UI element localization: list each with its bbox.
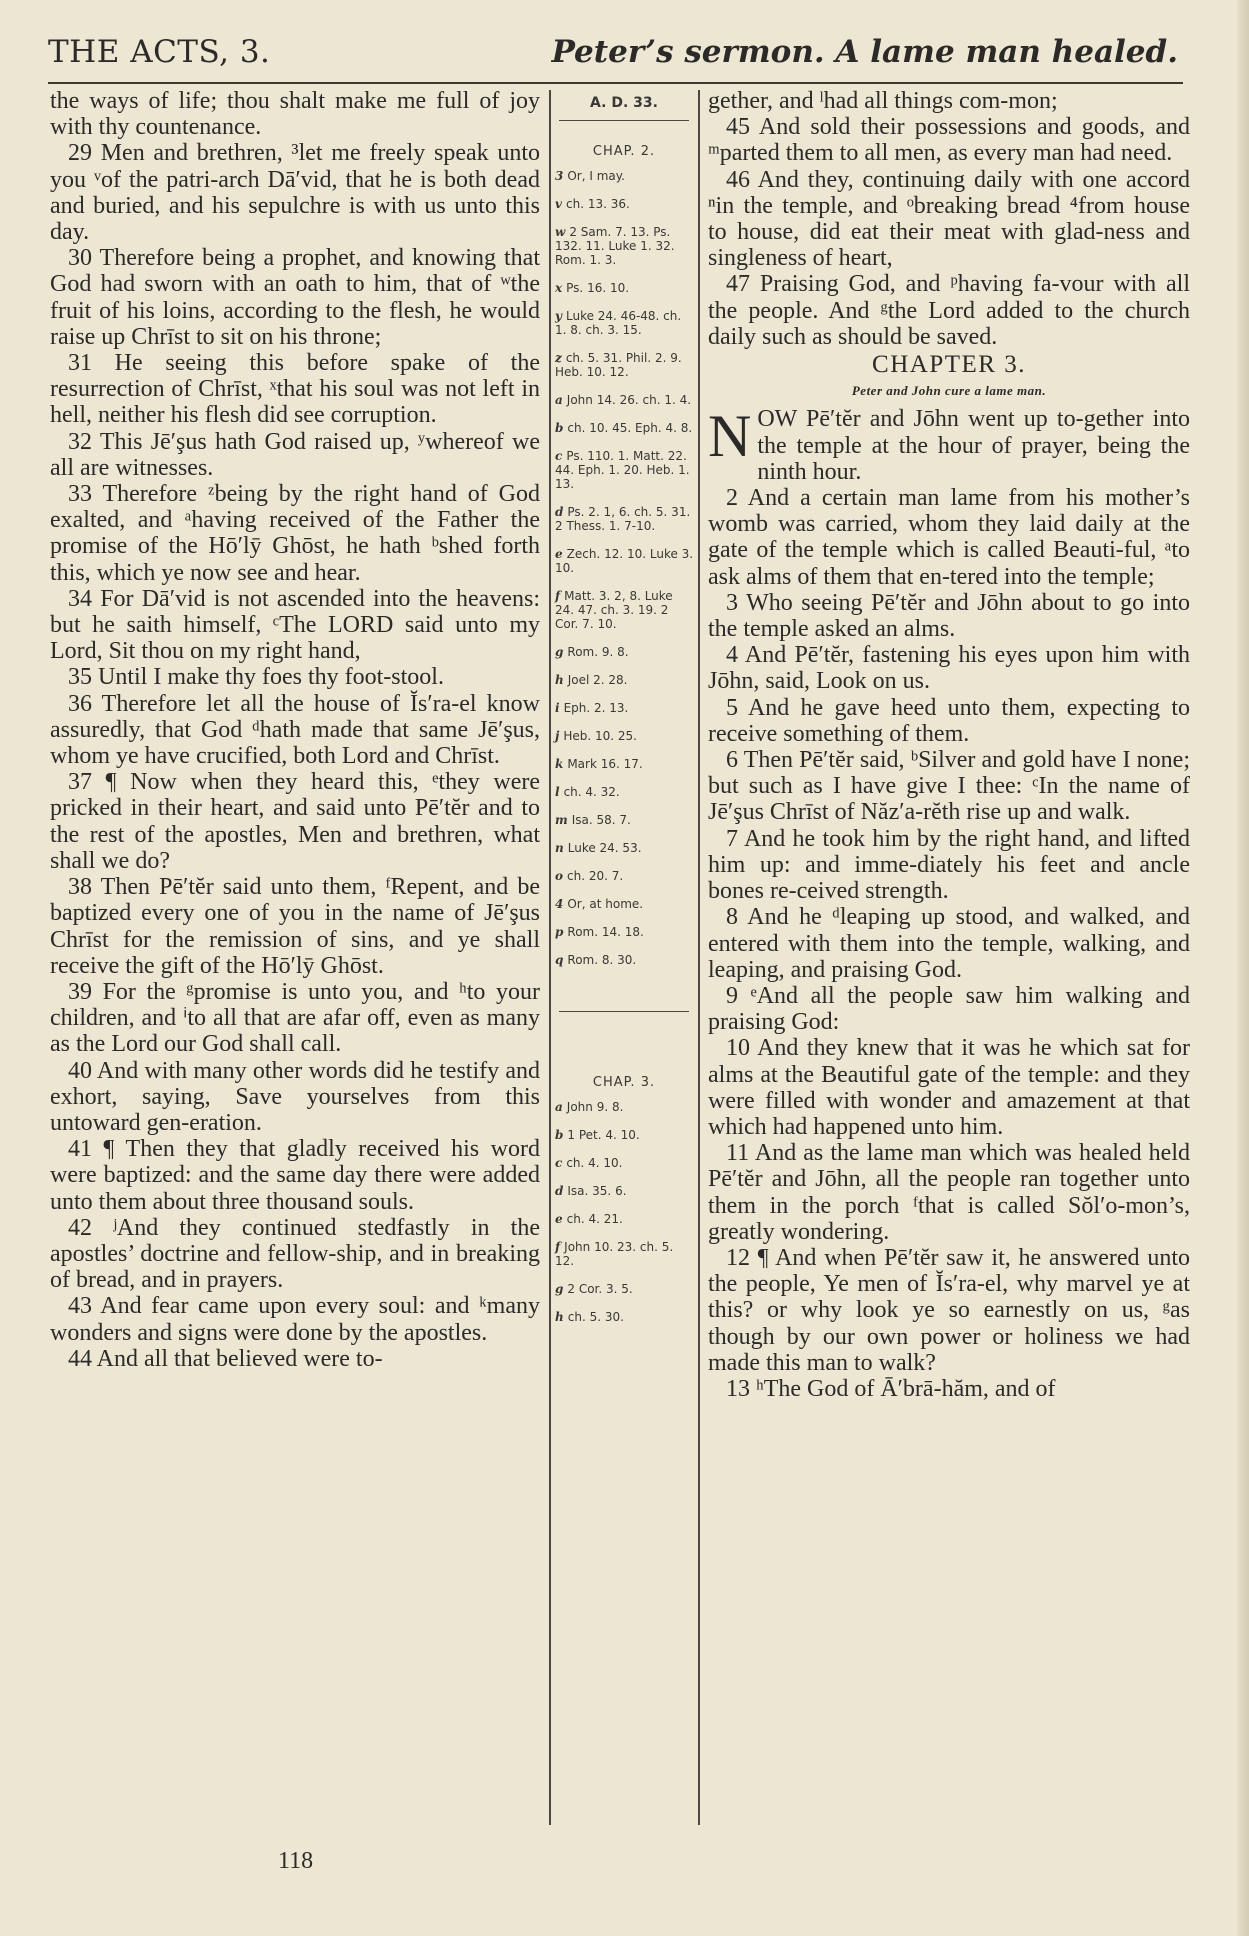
reference-text: ch. 4. 10. bbox=[566, 1156, 623, 1170]
reference-letter: h bbox=[555, 1310, 564, 1324]
cross-reference bbox=[553, 1156, 695, 1170]
verse: 44 And all that believed were to- bbox=[68, 1345, 383, 1372]
reference-letter: h bbox=[555, 673, 564, 687]
verse: 41 ¶ Then they that gladly received his word were baptized: and the same day there were added unto them about three thousand souls. bbox=[50, 1136, 540, 1215]
reference-letter: d bbox=[555, 1184, 564, 1198]
reference-letter: 3 bbox=[555, 169, 564, 183]
reference-letter: e bbox=[555, 547, 563, 561]
reference-letter: 4 bbox=[555, 897, 564, 911]
reference-text: ch. 20. 7. bbox=[567, 869, 624, 883]
cross-reference bbox=[553, 953, 695, 967]
reference-letter: m bbox=[555, 813, 568, 827]
verse: 12 ¶ And when Pē′tĕr saw it, he answered unto the people, Ye men of Ĭs′ra-el, why marvel ye at this? or why look ye so earnestly on us, ᵍas though by our own power or holiness we had made this man to walk? bbox=[708, 1244, 1190, 1376]
cross-reference bbox=[553, 925, 695, 939]
reference-letter: k bbox=[555, 757, 564, 771]
cross-reference bbox=[553, 505, 695, 533]
cross-reference bbox=[553, 1240, 695, 1268]
verse: 4 And Pē′tĕr, fastening his eyes upon him with Jōhn, said, Look on us. bbox=[708, 642, 1190, 695]
verse: 5 And he gave heed unto them, expecting to receive something of them. bbox=[708, 694, 1190, 747]
cross-reference bbox=[553, 589, 695, 631]
reference-text: Rom. 8. 30. bbox=[567, 953, 637, 967]
reference-letter: q bbox=[555, 953, 564, 967]
chapter-2-ending bbox=[708, 88, 1190, 350]
chapter-2-label: CHAP. 2. bbox=[592, 144, 656, 159]
reference-text: Isa. 58. 7. bbox=[571, 813, 631, 827]
reference-text: ch. 4. 32. bbox=[563, 785, 620, 799]
year-rule bbox=[559, 120, 689, 121]
verse: 37 ¶ Now when they heard this, ᵉthey were pricked in their heart, and said unto Pē′tĕr and to the rest of the apostles, Men and brethren, what shall we do? bbox=[50, 769, 540, 874]
reference-letter: a bbox=[555, 1100, 563, 1114]
chapter-3-verses bbox=[708, 485, 1190, 1402]
reference-text: ch. 13. 36. bbox=[565, 197, 630, 211]
cross-reference bbox=[553, 547, 695, 575]
reference-letter: b bbox=[555, 1128, 564, 1142]
running-header bbox=[48, 34, 1178, 80]
cross-reference bbox=[553, 351, 695, 379]
reference-text: John 9. 8. bbox=[566, 1100, 624, 1114]
cross-reference bbox=[553, 309, 695, 337]
cross-reference bbox=[553, 1128, 695, 1142]
left-text-column bbox=[50, 88, 540, 1372]
cross-reference bbox=[553, 449, 695, 491]
verse: 40 And with many other words did he testify and exhort, saying, Save yourselves from this untoward gen-eration. bbox=[50, 1057, 540, 1136]
reference-text: Matt. 3. 2, 8. Luke 24. 47. ch. 3. 19. 2 Cor. 7. 10. bbox=[555, 589, 673, 631]
verse: 33 Therefore ᶻbeing by the right hand of God exalted, and ᵃhaving received of the Father the promise of the Hō′lȳ Ghōst, he hath ᵇshed forth this, which ye now see and hear. bbox=[50, 481, 540, 586]
verse: 8 And he ᵈleaping up stood, and walked, and entered with them into the temple, walking, and leaping, and praising God. bbox=[708, 904, 1190, 983]
drop-cap: N bbox=[708, 403, 752, 470]
reference-text: ch. 5. 31. Phil. 2. 9. Heb. 10. 12. bbox=[555, 351, 682, 379]
verse: gether, and ˡhad all things com-mon; bbox=[708, 88, 1058, 114]
reference-letter: i bbox=[555, 701, 560, 715]
reference-text: Eph. 2. 13. bbox=[563, 701, 629, 715]
cross-reference bbox=[553, 645, 695, 659]
reference-text: Rom. 14. 18. bbox=[567, 925, 644, 939]
cross-reference bbox=[553, 897, 695, 911]
cross-reference bbox=[553, 1100, 695, 1114]
reference-letter: n bbox=[555, 841, 564, 855]
cross-reference bbox=[553, 1282, 695, 1296]
reference-text: Or, I may. bbox=[567, 169, 625, 183]
chapter-3-references bbox=[553, 1100, 695, 1338]
reference-text: ch. 4. 21. bbox=[566, 1212, 623, 1226]
column-divider-right bbox=[698, 90, 700, 1825]
reference-text: 1 Pet. 4. 10. bbox=[567, 1128, 640, 1142]
year-label: A. D. 33. bbox=[590, 95, 658, 111]
verse: 11 And as the lame man which was healed held Pē′tĕr and Jōhn, all the people ran together unto them in the porch ᶠthat is called Sŏl′o-mon’s, greatly wondering. bbox=[708, 1140, 1190, 1245]
cross-reference bbox=[553, 729, 695, 743]
reference-text: 2 Sam. 7. 13. Ps. 132. 11. Luke 1. 32. Rom. 1. 3. bbox=[555, 225, 675, 267]
verse: 30 Therefore being a prophet, and knowing that God had sworn with an oath to him, that of ʷthe fruit of his loins, according to the flesh, he would raise up Chrīst to sit on his throne; bbox=[50, 245, 540, 350]
reference-text: Joel 2. 28. bbox=[567, 673, 628, 687]
verse: 3 Who seeing Pē′tĕr and Jōhn about to go into the temple asked an alms. bbox=[708, 589, 1190, 643]
reference-text: Heb. 10. 25. bbox=[563, 729, 637, 743]
cross-reference bbox=[553, 197, 695, 211]
reference-letter: p bbox=[555, 925, 564, 939]
reference-letter: y bbox=[555, 309, 562, 323]
reference-letter: b bbox=[555, 421, 564, 435]
cross-reference bbox=[553, 673, 695, 687]
chapter-summary: Peter and John cure a lame man. bbox=[851, 383, 1047, 399]
book-title: THE ACTS, 3. bbox=[48, 34, 271, 70]
verse: 6 Then Pē′tĕr said, ᵇSilver and gold have I none; but such as I have give I thee: ᶜIn the name of Jē′şus Chrīst of Năz′a-rĕth rise up and walk. bbox=[708, 747, 1190, 826]
reference-letter: d bbox=[555, 505, 564, 519]
cross-reference bbox=[553, 421, 695, 435]
reference-letter: w bbox=[555, 225, 566, 239]
reference-text: ch. 5. 30. bbox=[567, 1310, 624, 1324]
verse: 35 Until I make thy foes thy foot-stool. bbox=[68, 664, 444, 691]
verse: 7 And he took him by the right hand, and lifted him up: and imme-diately his feet and ancle bones re-ceived strength. bbox=[708, 825, 1190, 905]
verse: 46 And they, continuing daily with one accord ⁿin the temple, and ᵒbreaking bread ⁴from house to house, did eat their meat with glad-ness and singleness of heart, bbox=[708, 166, 1190, 272]
ref-section-rule bbox=[559, 1011, 689, 1012]
reference-letter: f bbox=[555, 589, 561, 603]
reference-text: Rom. 9. 8. bbox=[567, 645, 629, 659]
page-edge bbox=[1237, 0, 1249, 1936]
cross-reference bbox=[553, 225, 695, 267]
reference-letter: c bbox=[555, 449, 563, 463]
reference-letter: f bbox=[555, 1240, 561, 1254]
verse: 45 And sold their possessions and goods, and ᵐparted them to all men, as every man had need. bbox=[708, 114, 1190, 167]
cross-reference bbox=[553, 701, 695, 715]
cross-reference bbox=[553, 393, 695, 407]
verse: 31 He seeing this before spake of the resurrection of Chrīst, ˣthat his soul was not left in hell, neither his flesh did see corruption. bbox=[50, 350, 540, 429]
reference-text: Mark 16. 17. bbox=[567, 757, 643, 771]
verse: 34 For Dā′vid is not ascended into the heavens: but he saith himself, ᶜThe LORD said unto my Lord, Sit thou on my right hand, bbox=[50, 585, 540, 665]
verse: 43 And fear came upon every soul: and ᵏmany wonders and signs were done by the apostles. bbox=[50, 1293, 540, 1346]
reference-letter: x bbox=[555, 281, 563, 295]
cross-reference bbox=[553, 1184, 695, 1198]
reference-letter: c bbox=[555, 1156, 563, 1170]
cross-reference-column bbox=[553, 88, 695, 1338]
verse: 38 Then Pē′tĕr said unto them, ᶠRepent, and be baptized every one of you in the name of Jē′şus Chrīst for the remission of sins, and ye shall receive the gift of the Hō′lȳ Ghōst. bbox=[50, 874, 540, 979]
cross-reference bbox=[553, 813, 695, 827]
verse: 2 And a certain man lame from his mother’s womb was carried, whom they laid daily at the gate of the temple which is called Beauti-ful, ᵃto ask alms of them that en-tered into the temple; bbox=[708, 485, 1190, 590]
reference-text: John 14. 26. ch. 1. 4. bbox=[566, 393, 692, 407]
verse: 9 ᵉAnd all the people saw him walking and praising God: bbox=[708, 982, 1190, 1036]
reference-letter: o bbox=[555, 869, 564, 883]
reference-text: Luke 24. 46-48. ch. 1. 8. ch. 3. 15. bbox=[555, 309, 682, 337]
reference-text: Ps. 110. 1. Matt. 22. 44. Eph. 1. 20. Heb. 1. 13. bbox=[555, 449, 690, 491]
reference-letter: g bbox=[555, 1282, 564, 1296]
cross-reference bbox=[553, 281, 695, 295]
reference-letter: l bbox=[555, 785, 560, 799]
reference-text: Ps. 2. 1, 6. ch. 5. 31. 2 Thess. 1. 7-10. bbox=[555, 505, 691, 533]
verse: 10 And they knew that it was he which sat for alms at the Beautiful gate of the temple: and they were filled with wonder and amazement at that which had happened unto him. bbox=[708, 1035, 1190, 1140]
first-verse bbox=[708, 403, 1190, 485]
cross-reference bbox=[553, 757, 695, 771]
cross-reference bbox=[553, 169, 695, 183]
right-text-column bbox=[708, 88, 1190, 1402]
first-verse-text: OW Pē′tĕr and Jōhn went up to-gether into the temple at the hour of prayer, being the ninth hour. bbox=[757, 406, 1190, 485]
reference-text: Ps. 16. 10. bbox=[566, 281, 630, 295]
cross-reference bbox=[553, 1212, 695, 1226]
verse: 47 Praising God, and ᵖhaving fa-vour with all the people. And ᵍthe Lord added to the church daily such as should be saved. bbox=[708, 271, 1190, 350]
chapter-2-references bbox=[553, 169, 695, 981]
column-divider-left bbox=[549, 90, 551, 1825]
reference-text: Or, at home. bbox=[567, 897, 644, 911]
verse: 29 Men and brethren, ³let me freely speak unto you ᵛof the patri-arch Dā′vid, that he is both dead and buried, and his sepulchre is with us unto this day. bbox=[50, 140, 540, 246]
reference-letter: z bbox=[555, 351, 562, 365]
reference-letter: v bbox=[555, 197, 562, 211]
reference-letter: g bbox=[555, 645, 564, 659]
chapter-3-label: CHAP. 3. bbox=[592, 1075, 656, 1090]
verse: 39 For the ᵍpromise is unto you, and ʰto your children, and ⁱto all that are afar off, even as many as the Lord our God shall call. bbox=[50, 978, 540, 1058]
reference-text: ch. 10. 45. Eph. 4. 8. bbox=[567, 421, 693, 435]
header-rule bbox=[48, 82, 1183, 84]
reference-letter: a bbox=[555, 393, 563, 407]
reference-text: Zech. 12. 10. Luke 3. 10. bbox=[555, 547, 694, 575]
reference-letter: e bbox=[555, 1212, 563, 1226]
cross-reference bbox=[553, 869, 695, 883]
chapter-heading: CHAPTER 3. bbox=[872, 351, 1026, 379]
reference-text: Isa. 35. 6. bbox=[567, 1184, 627, 1198]
reference-letter: j bbox=[555, 729, 560, 743]
verse: 32 This Jē′şus hath God raised up, ʸwhereof we all are witnesses. bbox=[50, 428, 540, 481]
reference-text: John 10. 23. ch. 5. 12. bbox=[555, 1240, 674, 1268]
reference-text: 2 Cor. 3. 5. bbox=[567, 1282, 633, 1296]
verse: 42 ʲAnd they continued stedfastly in the apostles’ doctrine and fellow-ship, and in breaking of bread, and in prayers. bbox=[50, 1214, 540, 1294]
section-title: Peter’s sermon. A lame man healed. bbox=[551, 34, 1178, 70]
reference-text: Luke 24. 53. bbox=[567, 841, 642, 855]
verse: the ways of life; thou shalt make me full of joy with thy countenance. bbox=[50, 88, 540, 141]
verse: 13 ʰThe God of Ā′brā-hăm, and of bbox=[726, 1375, 1056, 1402]
cross-reference bbox=[553, 1310, 695, 1324]
cross-reference bbox=[553, 785, 695, 799]
cross-reference bbox=[553, 841, 695, 855]
page-number: 118 bbox=[278, 1848, 314, 1874]
verse: 36 Therefore let all the house of Ĭs′ra-el know assuredly, that God ᵈhath made that same Jē′şus, whom ye have crucified, both Lord and Chrīst. bbox=[50, 690, 540, 770]
